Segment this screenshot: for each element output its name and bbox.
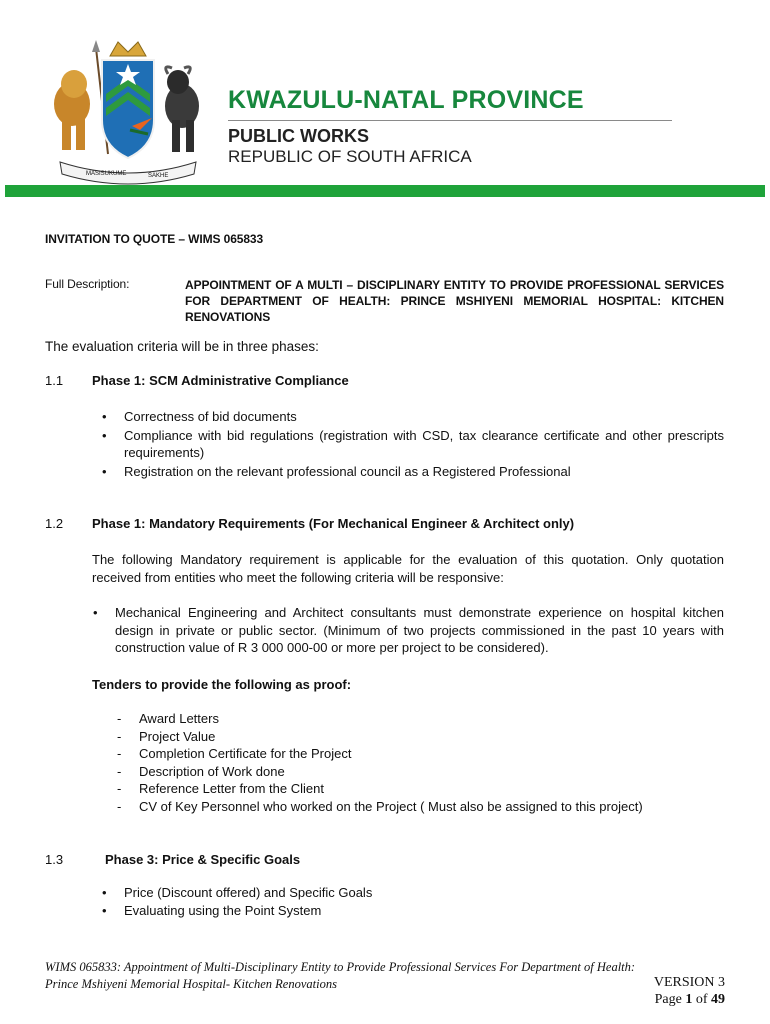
list-item: • Price (Discount offered) and Specific Goals bbox=[102, 885, 373, 900]
section-1-1-title: Phase 1: SCM Administrative Compliance bbox=[92, 373, 349, 388]
list-item: • Compliance with bid regulations (registration with CSD, tax clearance certificate and other prescripts requirements) bbox=[102, 427, 724, 460]
section-1-1-number: 1.1 bbox=[45, 373, 64, 388]
list-item: - CV of Key Personnel who worked on the Project ( Must also be assigned to this project) bbox=[117, 798, 643, 814]
list-item: • Correctness of bid documents bbox=[102, 409, 297, 424]
list-item: - Reference Letter from the Client bbox=[117, 781, 324, 796]
footer-line-1: WIMS 065833: Appointment of Multi-Disciplinary Entity to Provide Professional Services For Department of Health: bbox=[45, 960, 636, 974]
list-item: - Description of Work done bbox=[117, 763, 285, 779]
list-item: • Registration on the relevant professional council as a Registered Professional bbox=[102, 463, 571, 479]
full-description-text: APPOINTMENT OF A MULTI – DISCIPLINARY ENTITY TO PROVIDE PROFESSIONAL SERVICES FOR DEPARTMENT OF HEALTH: PRINCE MSHIYENI MEMORIAL HOSPITAL: KITCHEN RENOVATIONS bbox=[185, 278, 724, 324]
section-1-2-paragraph: The following Mandatory requirement is applicable for the evaluation of this quotation. Only quotation received from entities who meet the following criteria will be responsive: bbox=[92, 552, 724, 585]
crest-motto-left: MASISUKUME bbox=[86, 171, 127, 177]
full-description-label bbox=[45, 277, 129, 291]
footer-line-2: Prince Mshiyeni Memorial Hospital- Kitchen Renovations bbox=[45, 977, 337, 991]
section-1-2-title: Phase 1: Mandatory Requirements (For Mechanical Engineer & Architect only) bbox=[92, 516, 575, 531]
crest-motto-right: SAKHE bbox=[148, 173, 169, 179]
footer-page-number: Page 1 of 49 bbox=[654, 992, 725, 1007]
full-description-label-text: Full Description bbox=[45, 277, 127, 291]
invitation-title: INVITATION TO QUOTE – WIMS 065833 bbox=[45, 232, 264, 246]
full-description-colon: : bbox=[126, 277, 130, 291]
proof-title: Tenders to provide the following as proof: bbox=[92, 677, 352, 692]
list-item: • Mechanical Engineering and Architect consultants must demonstrate experience on hospital kitchen design in private or public sector. (Minimum of two projects commissioned in the past 10 years with construction value of R 3 000 000-00 or more per project to be considered). bbox=[93, 605, 724, 655]
list-item: - Project Value bbox=[117, 728, 216, 744]
proof-list bbox=[117, 710, 729, 815]
country-name: REPUBLIC OF SOUTH AFRICA bbox=[228, 147, 472, 166]
section-1-3-number: 1.3 bbox=[45, 852, 64, 867]
section-1-3-title: Phase 3: Price & Specific Goals bbox=[105, 852, 301, 867]
footer-version: VERSION 3 bbox=[653, 975, 725, 990]
section-1-2-bullet-list bbox=[93, 604, 724, 657]
list-item: - Completion Certificate for the Project bbox=[117, 746, 352, 761]
list-item: - Award Letters bbox=[117, 711, 219, 726]
header-divider bbox=[228, 120, 672, 121]
section-1-2-number: 1.2 bbox=[45, 516, 64, 531]
department-name: PUBLIC WORKS bbox=[228, 126, 369, 146]
section-1-1-list bbox=[102, 408, 724, 480]
list-item: • Evaluating using the Point System bbox=[102, 902, 322, 918]
coat-of-arms-logo bbox=[44, 34, 212, 194]
header-green-bar bbox=[5, 185, 765, 197]
province-title: KWAZULU-NATAL PROVINCE bbox=[228, 86, 584, 114]
section-1-3-list bbox=[102, 884, 724, 919]
intro-text: The evaluation criteria will be in three phases: bbox=[45, 339, 319, 354]
